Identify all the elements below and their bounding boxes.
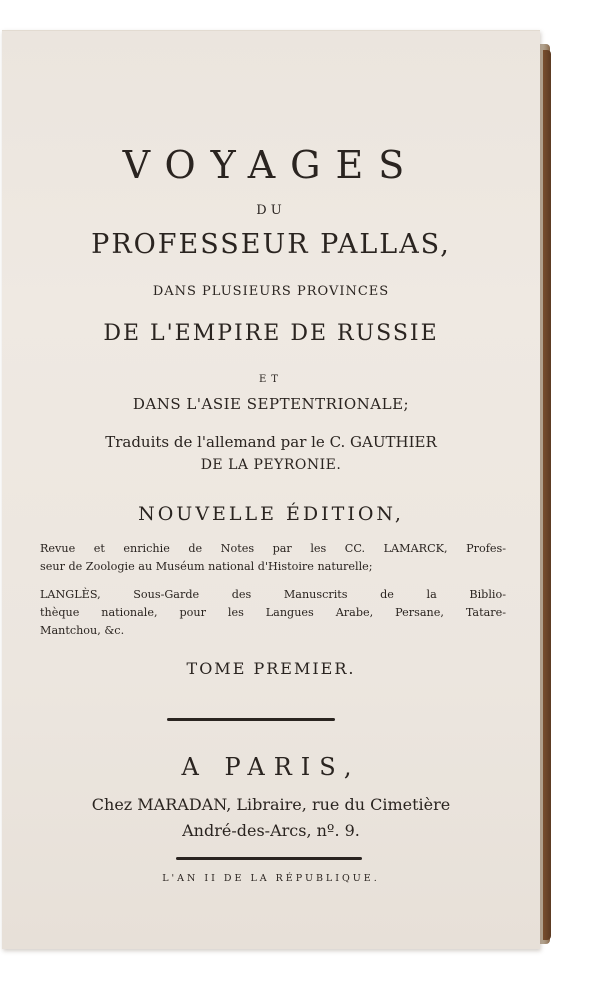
langles-line: Mantchou, &c. (40, 624, 125, 637)
book-cover-edge (543, 50, 551, 940)
notes-line: Revue et enrichie de Notes par les CC. LAMARCK, Profes- (40, 542, 506, 555)
title-page-leaf (2, 30, 540, 949)
langles-paragraph (40, 586, 506, 640)
ornamental-rule (167, 718, 335, 721)
notes-line: seur de Zoologie au Muséum national d'Histoire naturelle; (40, 560, 373, 573)
title-du: DU (256, 203, 286, 218)
et-line: ET (259, 374, 283, 385)
translator-line-2: DE LA PEYRONIE. (200, 457, 342, 473)
provinces-line: DANS PLUSIEURS PROVINCES (152, 284, 390, 299)
langles-line: LANGLÈS, Sous-Garde des Manuscrits de la Biblio- (40, 588, 506, 601)
tome-line: TOME PREMIER. (186, 659, 356, 678)
empire-line: DE L'EMPIRE DE RUSSIE (103, 321, 439, 346)
book-title: VOYAGES (122, 143, 420, 187)
author-line: PROFESSEUR PALLAS, (91, 229, 451, 260)
translator-line-1: Traduits de l'allemand par le C. GAUTHIER (105, 433, 437, 451)
notes-paragraph (40, 540, 506, 576)
langles-line: thèque nationale, pour les Langues Arabe, Persane, Tatare- (40, 606, 506, 619)
asie-line: DANS L'ASIE SEPTENTRIONALE; (132, 395, 410, 413)
publisher-line-2: André-des-Arcs, nº. 9. (182, 821, 360, 840)
imprint-rule (176, 857, 362, 860)
city-line: A PARIS, (181, 753, 361, 781)
publisher-line-1: Chez MARADAN, Libraire, rue du Cimetière (91, 795, 451, 814)
date-line: L'AN II DE LA RÉPUBLIQUE. (162, 873, 380, 884)
edition-line: NOUVELLE ÉDITION, (138, 503, 404, 525)
